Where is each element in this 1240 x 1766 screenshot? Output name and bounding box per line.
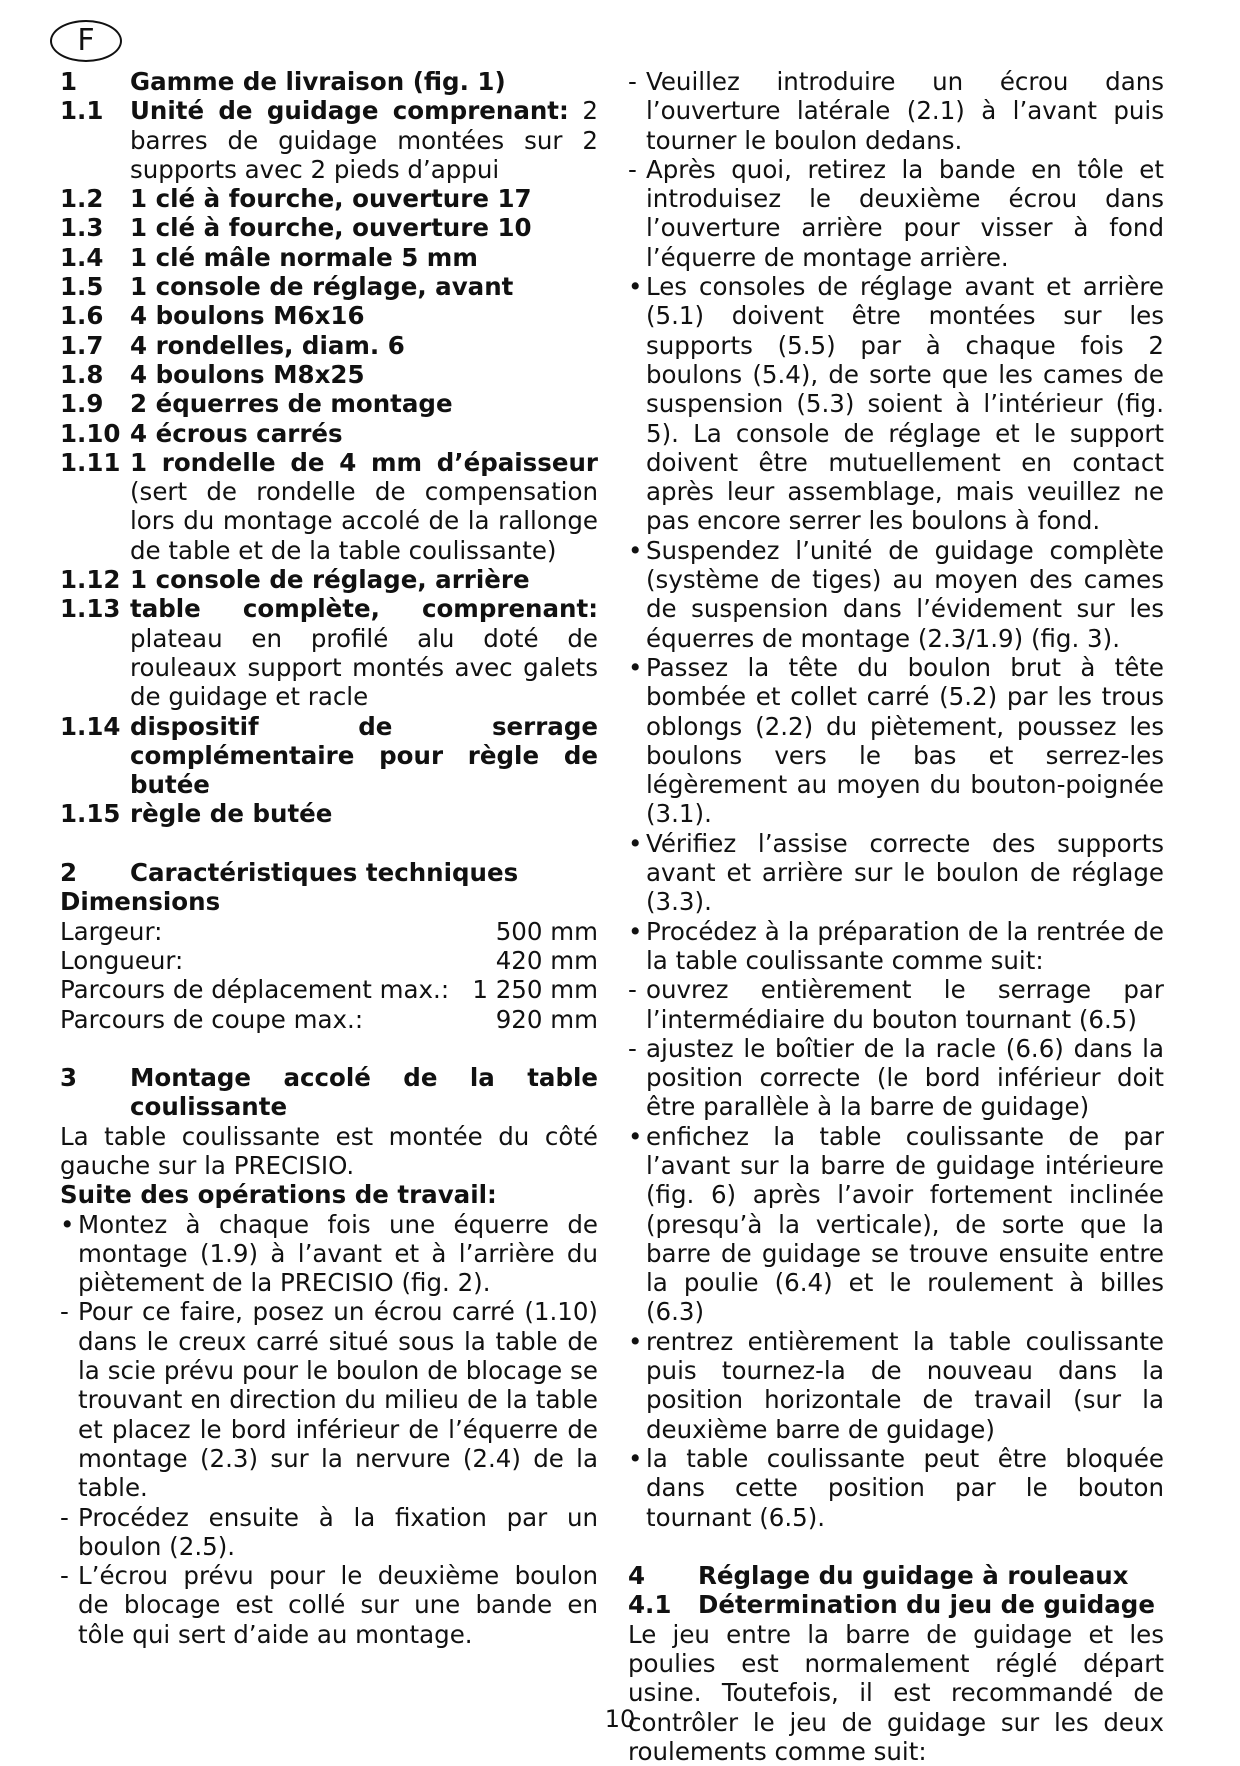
spec-row [60,917,598,946]
item-text: 1 clé à fourche, ouverture 17 [130,184,532,214]
bullet-mark: • [628,535,643,565]
section-title: Caractéristiques techniques [130,858,519,888]
left-column [60,67,598,1649]
bullet-text: Vérifiez l’assise correcte des supports avant et arrière sur le boulon de réglage (3.3). [646,828,1164,917]
dash-text: Veuillez introduire un écrou dans l’ouverture latérale (2.1) à l’avant puis tourner le boulon dedans. [646,67,1164,155]
section-number: 1 [60,67,78,96]
section-title: Détermination du jeu de guidage [698,1590,1155,1620]
dash-text: Après quoi, retirez la bande en tôle et introduisez le deuxième écrou dans l’ouverture arrière pour visser à fond l’équerre de montage arrière. [646,154,1164,272]
list-item [60,419,598,448]
section-title: Montage accolé de la table coulissante [130,1063,598,1122]
item-number: 1.8 [60,359,104,389]
list-item [60,331,598,360]
spec-row [60,946,598,975]
dash-mark: - [628,67,637,96]
item-detail: (sert de rondelle de compensation lors du montage accolé de la rallonge de table et de la table coulissante) [130,477,598,565]
bullet-item [628,272,1164,536]
section-heading [628,1561,1164,1590]
bullet-text: Passez la tête du boulon brut à tête bombée et collet carré (5.2) par les trous oblongs (2.2) du piètement, poussez les boulons vers le bas et serrez-les légèrement au moyen du bouton-poignée (3.1). [646,652,1164,829]
dash-text: ouvrez entièrement le serrage par l’intermédiaire du bouton tournant (6.5) [646,975,1164,1034]
bullet-text: rentrez entièrement la table coulissante puis tournez-la de nouveau dans la position horizontale de travail (sur la deuxième barre de guidage) [646,1326,1164,1444]
bullet-mark: • [628,916,643,946]
dash-mark: - [60,1502,69,1532]
bullet-text: Montez à chaque fois une équerre de montage (1.9) à l’avant et à l’arrière du piètement de la PRECISIO (fig. 2). [78,1209,598,1298]
item-number: 1.14 [60,711,121,741]
bullet-text: Suspendez l’unité de guidage complète (système de tiges) au moyen des cames de suspension dans l’évidement sur les équerres de montage (2.3/1.9) (fig. 3). [646,535,1164,653]
bullet-item [628,917,1164,976]
list-item [60,799,598,828]
spec-value: 420 mm [495,945,598,975]
item-text: 1 console de réglage, avant [130,272,514,302]
section-number: 2 [60,858,78,888]
item-text: 4 écrous carrés [130,418,343,448]
bullet-text: Procédez à la préparation de la rentrée de la table coulissante comme suit: [646,916,1164,975]
bullet-mark: • [628,1121,643,1151]
paragraph: Le jeu entre la barre de guidage et les poulies est normalement réglé départ usine. Toutefois, il est recommandé de contrôler le jeu de guidage sur les deux roulements comme suit: [628,1619,1164,1766]
subsection-heading [628,1590,1164,1619]
bullet-text: la table coulissante peut être bloquée dans cette position par le bouton tournant (6.5). [646,1443,1164,1532]
item-text: 1 clé mâle normale 5 mm [130,242,478,272]
bullet-mark: • [628,272,643,302]
dash-item [628,67,1164,155]
dash-item [628,975,1164,1034]
list-item [60,213,598,242]
item-text: 4 boulons M6x16 [130,301,365,331]
spec-label: Largeur: [60,916,163,946]
item-text: 2 équerres de montage [130,389,453,419]
spec-row [60,1005,598,1034]
item-number: 1.9 [60,389,104,419]
spec-label: Parcours de coupe max.: [60,1004,364,1034]
dash-item [60,1503,598,1562]
section-title: Réglage du guidage à rouleaux [698,1561,1129,1591]
dash-text: Pour ce faire, posez un écrou carré (1.10) dans le creux carré situé sous la table de la scie prévu pour le boulon de blocage se trouvant en direction du milieu de la table et placez le bord inférieur de l’équerre de montage (2.3) sur la nervure (2.4) de la table. [78,1297,598,1503]
item-number: 1.13 [60,594,121,624]
item-number: 1.6 [60,301,104,331]
dash-text: L’écrou prévu pour le deuxième boulon de blocage est collé sur une bande en tôle qui sert d’aide au montage. [78,1561,598,1649]
dash-text: ajustez le boîtier de la racle (6.6) dans la position correcte (le bord inférieur doit être parallèle à la barre de guidage) [646,1033,1164,1122]
item-number: 1.5 [60,272,104,302]
item-number: 1.12 [60,565,121,595]
item-number: 1.4 [60,242,104,272]
list-item [60,360,598,389]
item-number: 1.7 [60,330,104,360]
list-item [60,389,598,418]
spec-value: 500 mm [495,916,598,946]
item-number: 1.15 [60,799,121,829]
dash-mark: - [628,1033,637,1063]
dash-item [60,1561,598,1649]
list-item [60,565,598,594]
list-item [60,184,598,213]
item-number: 1.3 [60,213,104,243]
item-text [130,96,598,184]
list-item [60,301,598,330]
dash-item [628,1034,1164,1122]
list-item [60,243,598,272]
bullet-text: enfichez la table coulissante de par l’avant sur la barre de guidage intérieure (fig. 6) après l’avoir fortement inclinée (presqu’à la verticale), de sorte que la barre de guidage se trouve ensuite entre la poulie (6.4) et le roulement à billes (6.3) [646,1121,1164,1327]
spec-row [60,975,598,1004]
item-text [130,448,598,565]
section-heading [60,67,598,96]
item-number: 1.1 [60,96,104,126]
item-bold: Unité de guidage comprenant: [130,96,569,126]
page-number: 10 [604,1705,636,1733]
dash-mark: - [60,1561,69,1591]
language-badge: F [50,20,122,62]
spec-value: 1 250 mm [472,975,598,1005]
item-number: 1.11 [60,447,121,477]
bullet-item [628,653,1164,829]
paragraph: La table coulissante est montée du côté gauche sur la PRECISIO. [60,1121,598,1180]
bullet-mark: • [628,828,643,858]
item-text: 1 console de réglage, arrière [130,565,530,595]
dash-text: Procédez ensuite à la fixation par un boulon (2.5). [78,1502,598,1561]
bullet-mark: • [628,1326,643,1356]
item-detail: 2 barres de guidage montées sur 2 supports avec 2 pieds d’appui [130,96,598,184]
dash-mark: - [628,154,637,184]
spec-label: Parcours de déplacement max.: [60,975,450,1005]
item-detail: plateau en profilé alu doté de rouleaux support montés avec galets de guidage et racle [130,623,598,712]
spec-value: 920 mm [495,1004,598,1034]
bullet-item [628,829,1164,917]
item-number: 1.2 [60,184,104,214]
dash-mark: - [60,1297,69,1327]
list-item [60,712,598,800]
item-text: règle de butée [130,799,333,829]
dimensions-label: Dimensions [60,887,221,917]
item-text [130,594,598,711]
bullet-text: Les consoles de réglage avant et arrière (5.1) doivent être montées sur les supports (5.5) par à chaque fois 2 boulons (5.4), de sorte que les cames de suspension (5.3) soient à l’intérieur (fig. 5). La console de réglage et le support doivent être mutuellement en contact après leur assemblage, mais veuillez ne pas encore serrer les boulons à fond. [646,272,1164,536]
dash-item [628,155,1164,272]
item-bold: table complète, comprenant: [130,594,598,624]
dash-mark: - [628,975,637,1005]
section-heading [60,1063,598,1122]
bullet-item [628,1444,1164,1532]
bullet-item [628,1327,1164,1444]
spec-label: Longueur: [60,945,184,975]
right-column [628,67,1164,1766]
bullet-mark: • [628,652,643,682]
dash-item [60,1297,598,1502]
item-text: dispositif de serrage complémentaire pour règle de butée [130,711,598,800]
list-item [60,594,598,711]
bullet-mark: • [628,1443,643,1473]
item-number: 1.10 [60,418,121,448]
section-title: Gamme de livraison (fig. 1) [130,67,506,96]
subheading: Suite des opérations de travail: [60,1180,497,1210]
item-text: 4 rondelles, diam. 6 [130,330,405,360]
list-item [60,448,598,565]
bullet-item [628,536,1164,653]
section-number: 3 [60,1063,78,1093]
section-number: 4.1 [628,1590,672,1620]
item-bold: 1 rondelle de 4 mm d’épaisseur [130,447,598,477]
section-number: 4 [628,1561,646,1591]
section-heading [60,858,598,887]
bullet-item [60,1210,598,1298]
bullet-item [628,1122,1164,1327]
bullet-mark: • [60,1209,75,1239]
item-text: 4 boulons M8x25 [130,359,365,389]
list-item [60,272,598,301]
list-item [60,96,598,184]
item-text: 1 clé à fourche, ouverture 10 [130,213,532,243]
